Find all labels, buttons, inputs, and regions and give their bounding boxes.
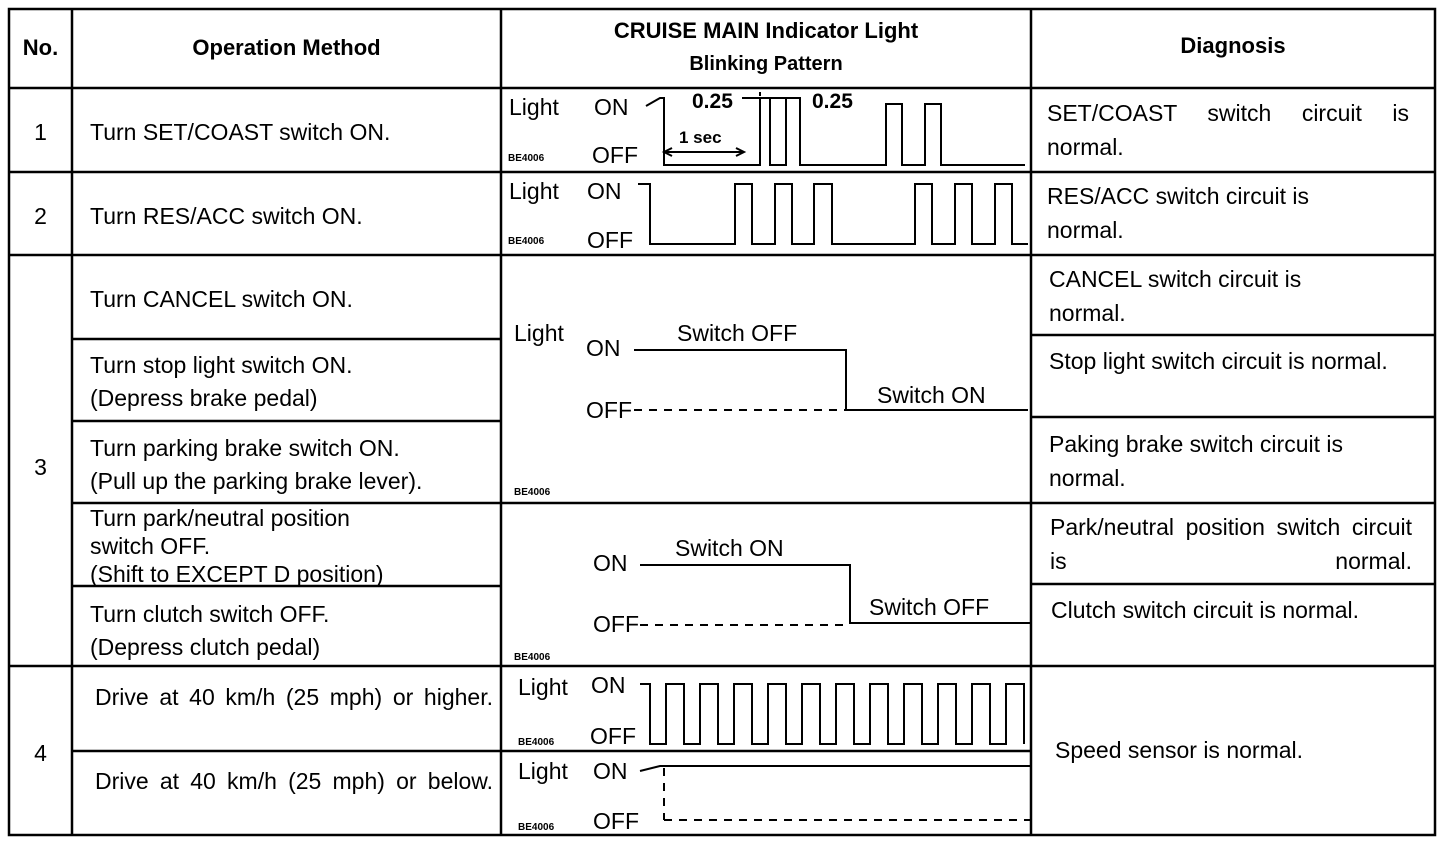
header-pattern-line2: Blinking Pattern bbox=[689, 53, 843, 75]
row3a-diagnosis: CANCEL switch circuit is normal. bbox=[1049, 266, 1302, 326]
wf4b-on-label: ON bbox=[593, 758, 628, 784]
wf1-t2-label: 0.25 bbox=[812, 90, 853, 113]
header-pattern-line1: CRUISE MAIN Indicator Light bbox=[613, 18, 919, 43]
row3e-operation-line1: Turn clutch switch OFF. bbox=[90, 601, 330, 627]
row3c-diagnosis: Paking brake switch circuit is normal. bbox=[1049, 431, 1343, 491]
row3b-operation-line2: (Depress brake pedal) bbox=[90, 385, 318, 411]
row3e-operation-line2: (Depress clutch pedal) bbox=[90, 634, 321, 660]
row3b-diagnosis: Stop light switch circuit is normal. bbox=[1049, 348, 1388, 374]
wf2-off-label: OFF bbox=[587, 227, 633, 253]
wf4b-light-label: Light bbox=[518, 758, 568, 784]
wf1-t1-label: 0.25 bbox=[692, 90, 733, 113]
wf4b-code: BE4006 bbox=[518, 822, 555, 833]
header-operation: Operation Method bbox=[192, 35, 381, 60]
row4-no: 4 bbox=[34, 740, 47, 766]
wf2-on-label: ON bbox=[587, 178, 622, 204]
wf3a-on-label: ON bbox=[586, 335, 621, 361]
wf2-code: BE4006 bbox=[508, 236, 545, 247]
row3-no: 3 bbox=[34, 454, 47, 480]
header-diagnosis: Diagnosis bbox=[1180, 33, 1286, 58]
row1-operation: Turn SET/COAST switch ON. bbox=[90, 119, 391, 145]
wf1-one-sec-label: 1 sec bbox=[679, 128, 722, 147]
wf3b-code: BE4006 bbox=[514, 652, 551, 663]
row3d-operation-line1: Turn park/neutral position bbox=[90, 505, 350, 531]
row1-no: 1 bbox=[34, 119, 47, 145]
wf4a-on-label: ON bbox=[591, 672, 626, 698]
waveform-row4b bbox=[640, 766, 1032, 820]
row4a-operation: Drive at 40 km/h (25 mph) or higher. bbox=[95, 684, 493, 710]
wf4a-light-label: Light bbox=[518, 674, 568, 700]
wf1-code: BE4006 bbox=[508, 153, 545, 164]
wf4a-off-label: OFF bbox=[590, 723, 636, 749]
wf1-on-label: ON bbox=[594, 94, 629, 120]
waveform-row4a bbox=[640, 684, 1024, 744]
row3c-operation-line1: Turn parking brake switch ON. bbox=[90, 435, 400, 461]
row3d-operation-line3: (Shift to EXCEPT D position) bbox=[90, 561, 384, 587]
row2-no: 2 bbox=[34, 203, 47, 229]
wf2-light-label: Light bbox=[509, 178, 559, 204]
wf3b-off-label: OFF bbox=[593, 611, 639, 637]
wf3b-on-label: ON bbox=[593, 550, 628, 576]
wf4a-code: BE4006 bbox=[518, 737, 555, 748]
row2-diagnosis: RES/ACC switch circuit is normal. bbox=[1047, 183, 1309, 243]
wf3a-switch-off-label: Switch OFF bbox=[677, 320, 798, 346]
row4b-operation: Drive at 40 km/h (25 mph) or below. bbox=[95, 768, 493, 794]
wf1-light-label: Light bbox=[509, 94, 559, 120]
row3e-diagnosis: Clutch switch circuit is normal. bbox=[1051, 597, 1360, 623]
wf3b-switch-on-label: Switch ON bbox=[675, 535, 784, 561]
wf3a-code: BE4006 bbox=[514, 487, 551, 498]
wf3a-switch-on-label: Switch ON bbox=[877, 382, 986, 408]
row3c-operation-line2: (Pull up the parking brake lever). bbox=[90, 468, 423, 494]
wf3a-light-label: Light bbox=[514, 320, 564, 346]
wf3a-off-label: OFF bbox=[586, 397, 632, 423]
row4-diagnosis: Speed sensor is normal. bbox=[1055, 737, 1304, 763]
waveform-row2 bbox=[638, 184, 1028, 244]
row2-operation: Turn RES/ACC switch ON. bbox=[90, 203, 363, 229]
wf1-off-label: OFF bbox=[592, 142, 638, 168]
row3d-diagnosis: Park/neutral position switch circuit is normal. bbox=[1050, 514, 1412, 574]
wf3b-switch-off-label: Switch OFF bbox=[869, 594, 990, 620]
wf4b-off-label: OFF bbox=[593, 808, 639, 834]
header-no: No. bbox=[22, 35, 59, 60]
row3b-operation-line1: Turn stop light switch ON. bbox=[90, 352, 353, 378]
row3d-operation-line2: switch OFF. bbox=[90, 533, 211, 559]
row1-diagnosis: SET/COAST switch circuit is normal. bbox=[1047, 100, 1409, 160]
row3a-operation: Turn CANCEL switch ON. bbox=[90, 286, 353, 312]
